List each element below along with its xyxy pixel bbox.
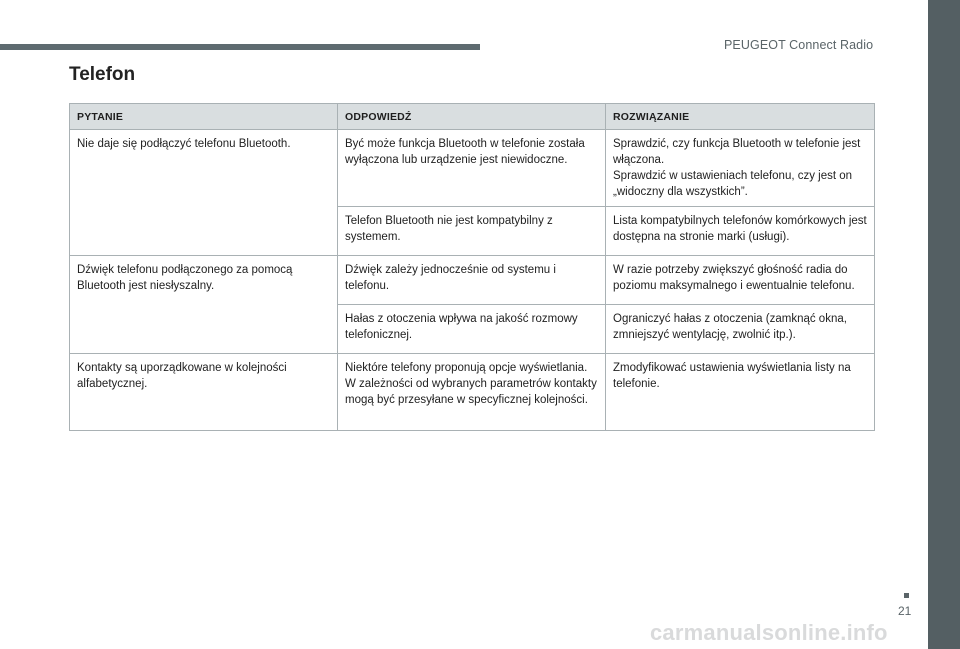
header-question: PYTANIE xyxy=(70,104,338,130)
page-marker-dot xyxy=(904,593,909,598)
header-solution: ROZWIĄZANIE xyxy=(606,104,875,130)
table-row xyxy=(70,256,875,305)
faq-table xyxy=(69,103,875,431)
solution-cell xyxy=(606,130,875,207)
top-rule xyxy=(0,44,480,50)
solution-line: W razie potrzeby zwiększyć głośność radia do poziomu maksymalnego i ewentualnie telefonu. xyxy=(613,264,855,292)
header-answer: ODPOWIEDŹ xyxy=(338,104,606,130)
table-header-row xyxy=(70,104,875,130)
solution-line: Sprawdzić w ustawieniach telefonu, czy jest on „widoczny dla wszystkich”. xyxy=(613,170,853,198)
solution-cell xyxy=(606,305,875,354)
page-number: 21 xyxy=(898,604,912,618)
table-row xyxy=(70,130,875,207)
section-title: Telefon xyxy=(69,64,136,85)
solution-line: Sprawdzić, czy funkcja Bluetooth w telefonie jest włączona. xyxy=(613,138,861,166)
answer-cell: Być może funkcja Bluetooth w telefonie została wyłączona lub urządzenie jest niewidoczne. xyxy=(338,130,606,207)
question-cell: Kontakty są uporządkowane w kolejności alfabetycznej. xyxy=(70,354,338,431)
solution-cell xyxy=(606,354,875,431)
table-row xyxy=(70,354,875,431)
solution-line: Zmodyfikować ustawienia wyświetlania listy na telefonie. xyxy=(613,362,851,390)
right-side-bar xyxy=(928,0,960,649)
answer-cell: Dźwięk zależy jednocześnie od systemu i telefonu. xyxy=(338,256,606,305)
watermark: carmanualsonline.info xyxy=(650,620,888,645)
header-title: PEUGEOT Connect Radio xyxy=(724,38,874,52)
answer-cell: Hałas z otoczenia wpływa na jakość rozmowy telefonicznej. xyxy=(338,305,606,354)
answer-cell: Niektóre telefony proponują opcje wyświetlania. W zależności od wybranych parametrów kontakty mogą być przesyłane w specyficznej kolejności. xyxy=(338,354,606,431)
question-cell: Nie daje się podłączyć telefonu Bluetooth. xyxy=(70,130,338,256)
solution-line: Lista kompatybilnych telefonów komórkowych jest dostępna na stronie marki (usługi). xyxy=(613,215,867,243)
solution-cell xyxy=(606,256,875,305)
solution-line: Ograniczyć hałas z otoczenia (zamknąć okna, zmniejszyć wentylację, zwolnić itp.). xyxy=(613,313,847,341)
question-cell: Dźwięk telefonu podłączonego za pomocą Bluetooth jest niesłyszalny. xyxy=(70,256,338,354)
answer-cell: Telefon Bluetooth nie jest kompatybilny z systemem. xyxy=(338,207,606,256)
solution-cell xyxy=(606,207,875,256)
